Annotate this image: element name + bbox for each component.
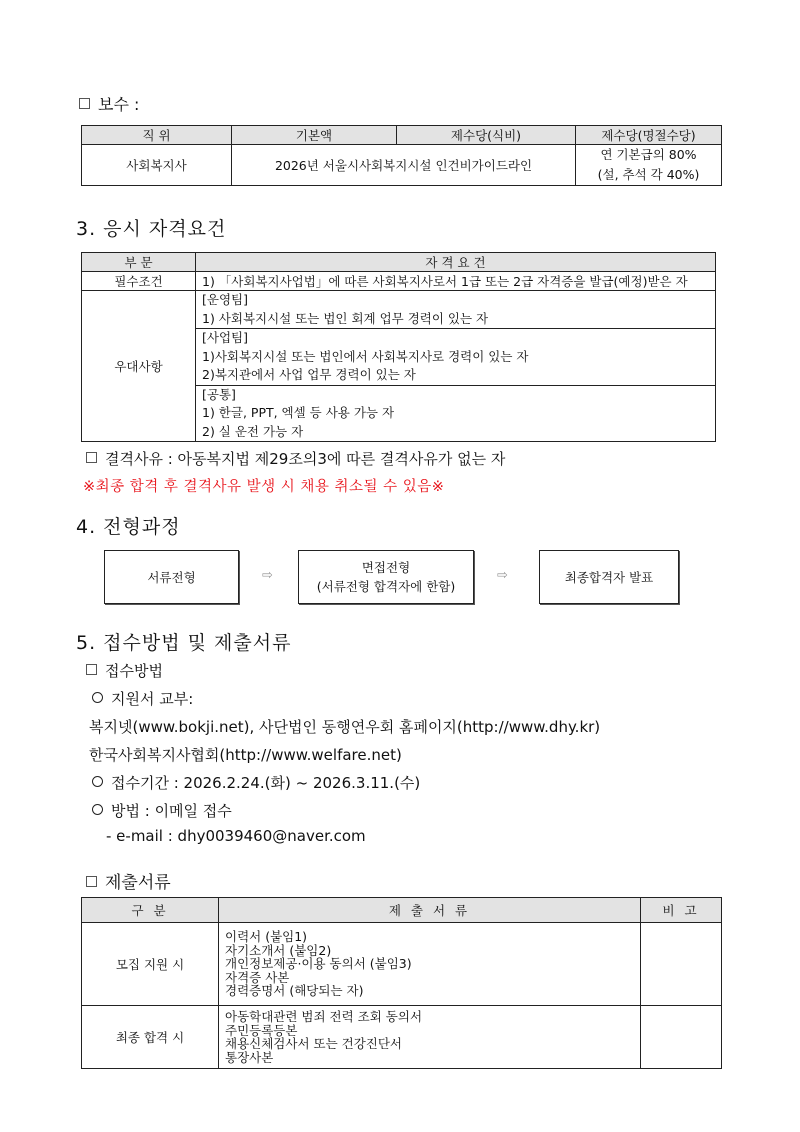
form-links-line1: 복지넷(www.bokji.net), 사단법인 동행연우회 홈페이지(http://www.dhy.kr)	[89, 718, 601, 736]
circle-bullet-icon	[92, 776, 103, 787]
header-requirements: 자 격 요 건	[196, 253, 716, 272]
header-base-pay: 기본액	[232, 126, 397, 145]
qualifications-heading: 3. 응시 자격요건	[76, 218, 227, 240]
table-header-row	[82, 898, 722, 923]
pay-heading: 보수 :	[79, 92, 139, 115]
cell-preferred-group: [공통] 1) 한글, PPT, 엑셀 등 사용 가능 자 2) 실 운전 가능 자	[196, 385, 716, 442]
square-bullet-icon	[86, 664, 97, 675]
table-row-preferred-ops	[82, 291, 716, 329]
header-category: 구 분	[82, 898, 219, 923]
square-bullet-icon	[79, 98, 90, 109]
table-row	[82, 145, 722, 186]
cell-category: 모집 지원 시	[82, 923, 219, 1006]
table-row	[82, 923, 722, 1006]
application-heading: 5. 접수방법 및 제출서류	[76, 632, 292, 654]
arrow-right-icon: ⇨	[262, 568, 273, 583]
process-step-documents: 서류전형	[104, 550, 239, 604]
header-documents: 제 출 서 류	[219, 898, 641, 923]
cell-required-label: 필수조건	[82, 272, 196, 291]
table-header-row	[82, 126, 722, 145]
cell-base-and-meal: 2026년 서울시사회복지시설 인건비가이드라인	[232, 145, 576, 186]
cell-notes	[641, 1006, 722, 1069]
cell-required-text: 1) 「사회복지사업법」에 따른 사회복지사로서 1급 또는 2급 자격증을 발급(예정)받은 자	[196, 272, 716, 291]
header-holiday-allowance: 제수당(명절수당)	[576, 126, 722, 145]
table-header-row	[82, 253, 716, 272]
process-heading: 4. 전형과정	[76, 516, 181, 538]
circle-bullet-icon	[92, 804, 103, 815]
header-meal-allowance: 제수당(식비)	[397, 126, 576, 145]
header-category: 부 문	[82, 253, 196, 272]
circle-bullet-icon	[92, 692, 103, 703]
table-row	[82, 1006, 722, 1069]
cell-holiday-allowance: 연 기본급의 80% (설, 추석 각 40%)	[576, 145, 722, 186]
header-position: 직 위	[82, 126, 232, 145]
square-bullet-icon	[86, 452, 97, 463]
table-row-required	[82, 272, 716, 291]
square-bullet-icon	[86, 876, 97, 887]
qualifications-table	[81, 252, 716, 442]
cell-documents: 아동학대관련 범죄 전력 조회 동의서 주민등록등본 채용신체검사서 또는 건강진단서 통장사본	[219, 1006, 641, 1069]
arrow-right-icon: ⇨	[497, 568, 508, 583]
method-heading: 접수방법	[86, 660, 163, 681]
cell-preferred-group: [운영팀] 1) 사회복지시설 또는 법인 회계 업무 경력이 있는 자	[196, 291, 716, 329]
application-method: 방법 : 이메일 접수	[92, 800, 232, 821]
disqualification-note: 결격사유 : 아동복지법 제29조의3에 따른 결격사유가 없는 자	[86, 448, 505, 469]
cell-category: 최종 합격 시	[82, 1006, 219, 1069]
cell-notes	[641, 923, 722, 1006]
pay-table	[81, 125, 722, 186]
cell-position: 사회복지사	[82, 145, 232, 186]
cell-documents: 이력서 (붙임1) 자기소개서 (붙임2) 개인정보제공·이용 동의서 (붙임3) 자격증 사본 경력증명서 (해당되는 자)	[219, 923, 641, 1006]
process-step-interview: 면접전형 (서류전형 합격자에 한함)	[298, 550, 474, 604]
application-period: 접수기간 : 2026.2.24.(화) ~ 2026.3.11.(수)	[92, 772, 420, 793]
documents-table	[81, 897, 722, 1069]
cell-preferred-group: [사업팀] 1)사회복지시설 또는 법인에서 사회복지사로 경력이 있는 자 2)복지관에서 사업 업무 경력이 있는 자	[196, 329, 716, 386]
form-label: 지원서 교부:	[92, 688, 193, 709]
cell-preferred-label: 우대사항	[82, 291, 196, 442]
form-links-line2: 한국사회복지사협회(http://www.welfare.net)	[89, 746, 402, 764]
header-notes: 비 고	[641, 898, 722, 923]
process-step-final: 최종합격자 발표	[539, 550, 679, 604]
application-email[interactable]: - e-mail : dhy0039460@naver.com	[106, 827, 366, 845]
documents-heading: 제출서류	[86, 868, 171, 893]
cancellation-warning: ※최종 합격 후 결격사유 발생 시 채용 취소될 수 있음※	[83, 479, 445, 495]
